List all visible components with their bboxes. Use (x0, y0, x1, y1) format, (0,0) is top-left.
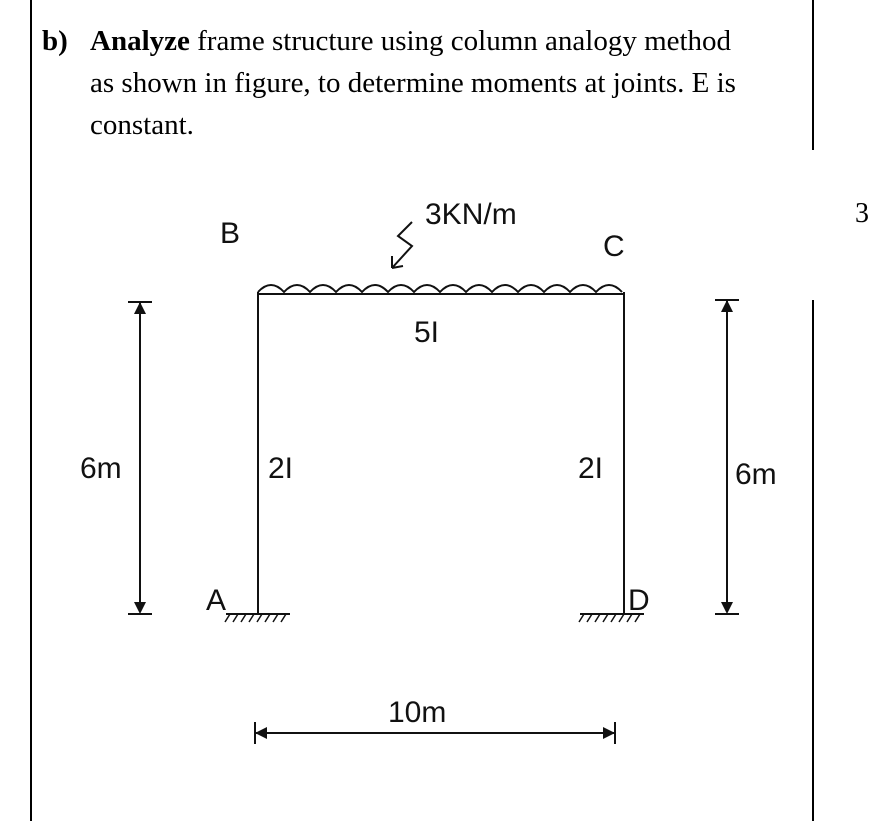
right-dimension-arrow-top (721, 300, 733, 312)
question-label: b) (42, 25, 68, 57)
left-height-label: 6m (80, 452, 122, 485)
distributed-load-symbol (258, 285, 622, 292)
question-line3: constant. (90, 109, 194, 141)
joint-d-label: D (628, 584, 650, 617)
joint-a-label: A (206, 584, 227, 617)
question-line1: frame structure using column analogy method (189, 25, 732, 57)
question-bold-word: Analyze (90, 25, 190, 57)
beam-inertia-label: 5I (414, 316, 440, 349)
load-label: 3KN/m (425, 198, 517, 231)
left-dimension-arrow-top (134, 302, 146, 314)
joint-c-label: C (603, 230, 625, 263)
question-line2: as shown in figure, to determine moments at joints. E is (90, 67, 736, 99)
load-arrow (392, 222, 412, 268)
left-dimension-arrow-bottom (134, 602, 146, 614)
span-label: 10m (388, 696, 447, 729)
stray-mark: 3 (855, 198, 869, 229)
span-arrow-left (255, 727, 267, 739)
right-column-inertia-label: 2I (578, 452, 604, 485)
joint-b-label: B (220, 217, 241, 250)
span-arrow-right (603, 727, 615, 739)
support-a-hatch (225, 614, 286, 622)
right-dimension-arrow-bottom (721, 602, 733, 614)
right-height-label: 6m (735, 458, 777, 491)
left-column-inertia-label: 2I (268, 452, 294, 485)
